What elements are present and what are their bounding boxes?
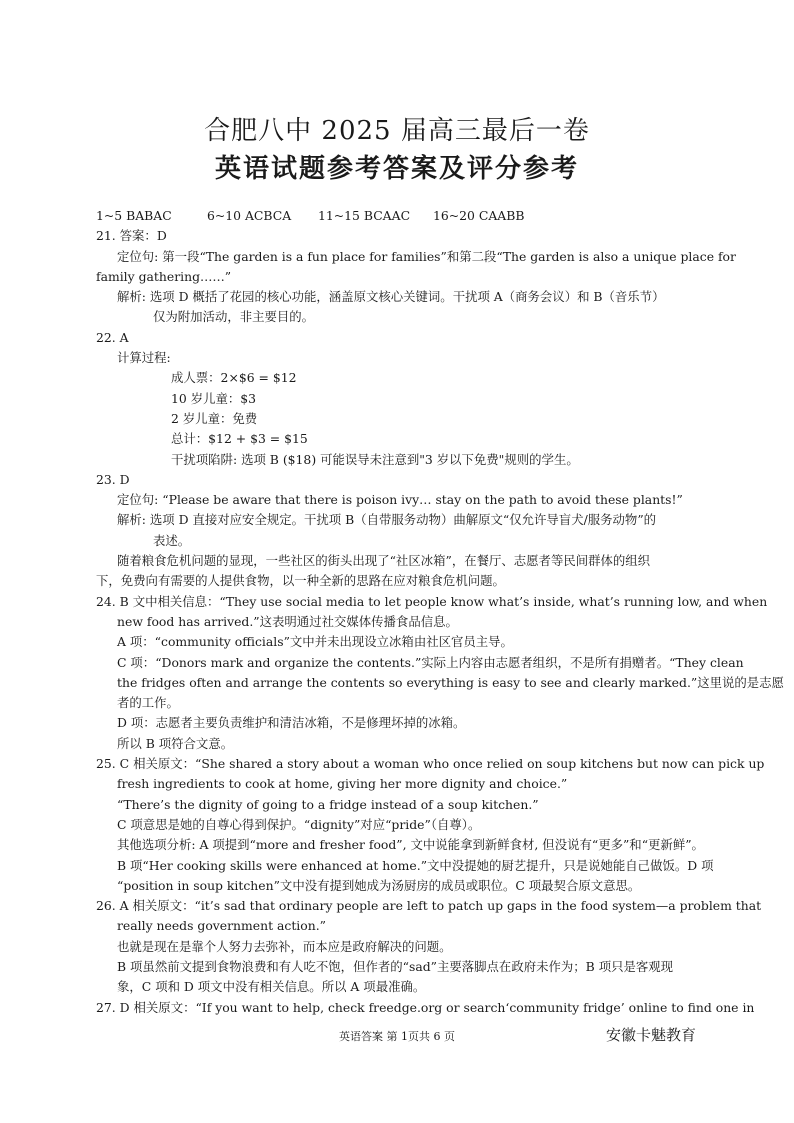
brand-footer: 安徽卡魅教育 bbox=[606, 1026, 697, 1044]
answer-group: 11~15 BCAAC bbox=[318, 208, 411, 223]
text-line: 随着粮食危机问题的显现，一些社区的街头出现了“社区冰箱”，在餐厅、志愿者等民间群体的组织 bbox=[117, 553, 651, 569]
multiple-choice-answers bbox=[96, 206, 700, 226]
page-subtitle: 英语试题参考答案及评分参考 bbox=[214, 154, 579, 184]
text-line: new food has arrived.”这表明通过社交媒体传播食品信息。 bbox=[117, 613, 458, 629]
text-line: 总计：$12 + $3 = $15 bbox=[171, 431, 308, 447]
text-line: 仅为附加活动，非主要目的。 bbox=[153, 309, 315, 325]
text-line: 定位句: “Please be aware that there is poison ivy… stay on the path to avoid these plants!” bbox=[117, 492, 683, 508]
text-line: B 项“Her cooking skills were enhanced at home.”文中没提她的厨艺提升，只是说她能自己做饭。D 项 bbox=[117, 857, 714, 873]
text-line: 22. A bbox=[96, 329, 129, 345]
text-line: 10 岁儿童：$3 bbox=[171, 390, 257, 406]
text-line: 解析: 选项 D 概括了花园的核心功能，涵盖原文核心关键词。干扰项 A（商务会议）和 B（音乐节） bbox=[117, 289, 665, 305]
text-line: C 项意思是她的自尊心得到保护。“dignity”对应“pride”（自尊）。 bbox=[117, 816, 481, 832]
text-line: 其他选项分析: A 项提到“more and fresher food”, 文中说能拿到新鲜食材, 但没说有“更多”和“更新鲜”。 bbox=[117, 837, 704, 853]
text-line: “position in soup kitchen”文中没有提到她成为汤厨房的成员或职位。C 项最契合原文意思。 bbox=[117, 877, 641, 893]
text-line: B 项虽然前文提到食物浪费和有人吃不饱，但作者的“sad”主要落脚点在政府未作为；B 项只是客观现 bbox=[117, 958, 674, 974]
text-line: 解析: 选项 D 直接对应安全规定。干扰项 B（自带服务动物）曲解原文“仅允许导盲犬/服务动物”的 bbox=[117, 512, 657, 528]
text-line: D 项：志愿者主要负责维护和清洁冰箱，不是修理坏掉的冰箱。 bbox=[117, 715, 466, 731]
answer-group: 1~5 BABAC bbox=[96, 208, 172, 223]
text-line: 24. B 文中相关信息：“They use social media to let people know what’s inside, what’s running low, and when bbox=[96, 593, 768, 609]
text-line: 计算过程: bbox=[117, 350, 171, 366]
text-line: A 项：“community officials”文中并未出现设立冰箱由社区官员主导。 bbox=[117, 634, 513, 650]
text-line: 27. D 相关原文：“If you want to help, check freedge.org or search‘community fridge’ online to find one in bbox=[96, 999, 755, 1015]
text-line: C 项：“Donors mark and organize the contents.”实际上内容由志愿者组织，不是所有捐赠者。“They clean bbox=[117, 654, 744, 670]
answer-group: 16~20 CAABB bbox=[433, 208, 525, 223]
text-line: the fridges often and arrange the contents so everything is easy to see and clearly marked.”这里说的是志愿 bbox=[117, 674, 784, 690]
text-line: 21. 答案：D bbox=[96, 228, 167, 244]
text-line: 象，C 项和 D 项文中没有相关信息。所以 A 项最准确。 bbox=[117, 979, 426, 995]
text-line: 表述。 bbox=[153, 532, 191, 548]
text-line: 25. C 相关原文：“She shared a story about a woman who once relied on soup kitchens but now can pick up bbox=[96, 756, 765, 772]
text-line: 也就是现在是靠个人努力去弥补，而本应是政府解决的问题。 bbox=[117, 938, 452, 954]
text-line: 干扰项陷阱: 选项 B ($18) 可能误导未注意到"3 岁以下免费"规则的学生。 bbox=[171, 451, 579, 467]
text-line: “There’s the dignity of going to a fridge instead of a soup kitchen.” bbox=[117, 796, 539, 812]
text-line: 成人票：2×$6 = $12 bbox=[171, 370, 297, 386]
explanation-lines bbox=[96, 226, 784, 1018]
text-line: 所以 B 项符合文意。 bbox=[117, 735, 234, 751]
page-footer: 英语答案 第 1页共 6 页 bbox=[339, 1030, 455, 1043]
text-line: really needs government action.” bbox=[117, 918, 326, 934]
text-line: 26. A 相关原文：“it’s sad that ordinary people are left to patch up gaps in the food system—a problem that bbox=[96, 898, 762, 914]
text-line: family gathering……” bbox=[96, 268, 232, 284]
text-line: 者的工作。 bbox=[117, 695, 179, 711]
text-line: 定位句: 第一段“The garden is a fun place for families”和第二段“The garden is also a unique place for bbox=[117, 248, 736, 264]
page-title: 合肥八中 2025 届高三最后一卷 bbox=[204, 116, 590, 146]
answer-content bbox=[96, 206, 784, 1018]
text-line: 2 岁儿童：免费 bbox=[171, 410, 258, 426]
text-line: fresh ingredients to cook at home, giving her more dignity and choice.” bbox=[117, 776, 568, 792]
answer-group: 6~10 ACBCA bbox=[207, 208, 292, 223]
text-line: 下，免费向有需要的人提供食物，以一种全新的思路在应对粮食危机问题。 bbox=[96, 573, 505, 589]
text-line: 23. D bbox=[96, 471, 130, 487]
